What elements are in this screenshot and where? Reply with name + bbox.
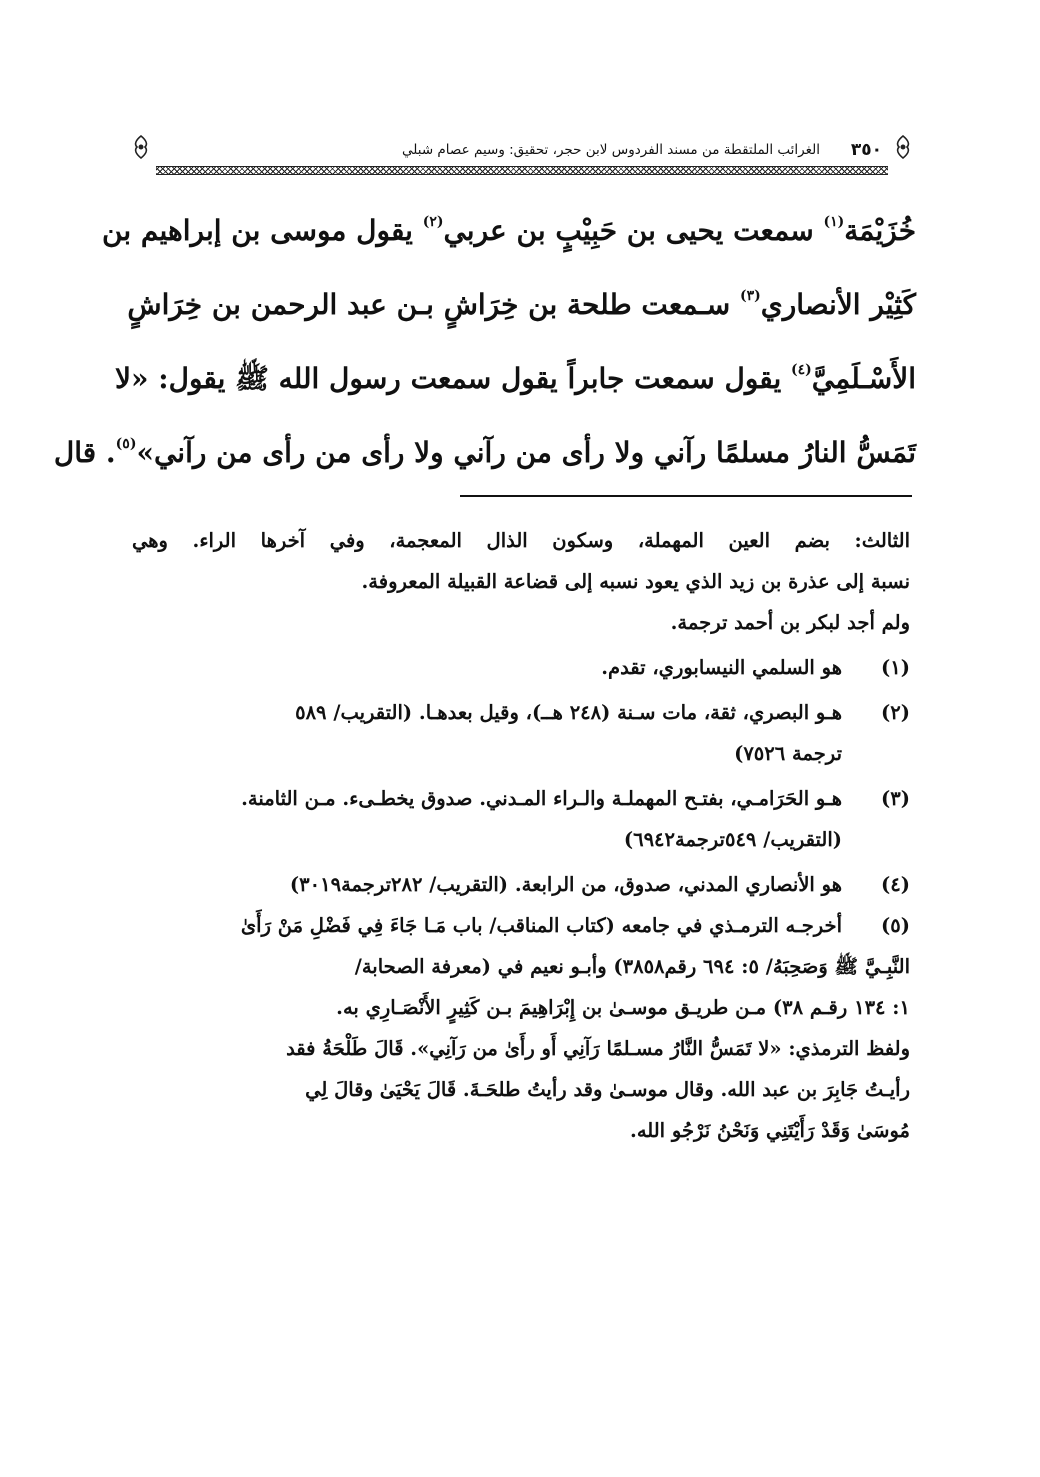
- main-line-3: [115, 342, 916, 416]
- footnote-1: [132, 647, 910, 688]
- footnote-ref[interactable]: (٣): [740, 288, 761, 304]
- floral-ornament-icon: [890, 134, 916, 160]
- main-text: [53, 194, 916, 490]
- main-text-segment: سمعت يحيى بن حَبِيْبٍ بن عربي: [443, 214, 824, 247]
- footnote-ref[interactable]: (٤): [791, 362, 812, 378]
- main-text-segment: خُزَيْمَة: [844, 214, 916, 247]
- main-text-segment: يقول سمعت جابراً يقول سمعت رسول الله ﷺ يقول: «لا: [115, 362, 791, 395]
- main-line-4: [53, 416, 916, 490]
- footnote-separator: [460, 495, 912, 497]
- footnote-5-continuation: ولفظ الترمذي: «لا تَمَسُّ النَّارُ مسـلمًا رَآنِي أَو رأَىٰ من رَآنِي». قَالَ طَلْحَةُ فقد: [286, 1037, 910, 1060]
- footnote-3-continuation: (التقريب/ ٥٤٩ترجمة٦٩٤٢): [623, 828, 842, 851]
- footnote-text: هـو البصري، ثقة، مات سـنة (٢٤٨ هــ)، وقيل بعدهـا. (التقريب/ ٥٨٩: [295, 701, 842, 724]
- footnote-text: هو السلمي النيسابوري، تقدم.: [601, 656, 842, 679]
- footnote-5-continuation: النَّبِـيَّ ﷺ وَصَحِبَهُ/ ٥: ٦٩٤ رقم٣٨٥٨) وأبـو نعيم في (معرفة الصحابة/: [354, 955, 910, 978]
- main-text-segment: سـمعت طلحة بن خِرَاشٍ بـن عبد الرحمن بن خِرَاشٍ: [127, 288, 740, 321]
- footnote-intro-line: الثالث: بضم العين المهملة، وسكون الذال المعجمة، وفي آخرها الراء. وهي: [132, 529, 910, 552]
- footnote-number: (٢): [881, 701, 910, 724]
- main-text-segment: . قال: [53, 436, 116, 469]
- footnote-text: هو الأنصاري المدني، صدوق، من الرابعة. (التقريب/ ٢٨٢ترجمة٣٠١٩): [289, 873, 842, 896]
- main-text-segment: تَمَسُّ النارُ مسلمًا رآني ولا رأى من رآني ولا رأى من رأى من رآني»: [136, 436, 916, 469]
- main-text-segment: يقول موسى بن إبراهيم بن: [102, 214, 423, 247]
- footnote-2: [132, 692, 910, 733]
- footnote-number: (٣): [881, 787, 910, 810]
- footnote-5-continuation: رأيـتُ جَابِرَ بن عبد الله. وقال موسـىٰ وقد رأيتُ طلحَـةَ. قَالَ يَحْيَىٰ وقالَ لِي: [305, 1078, 910, 1101]
- running-header: [128, 130, 916, 176]
- footnote-4: [132, 864, 910, 905]
- footnote-intro-line: نسبة إلى عذرة بن زيد الذي يعود نسبه إلى قضاعة القبيلة المعروفة.: [361, 570, 910, 593]
- footnotes: [132, 520, 910, 1151]
- header-rule: [156, 166, 888, 175]
- footnote-2-continuation: ترجمة ٧٥٢٦): [734, 742, 842, 765]
- main-line-2: [127, 268, 916, 342]
- main-text-segment: الأَسْـلَمِيَّ: [811, 362, 916, 395]
- footnote-intro-line: ولم أجد لبكر بن أحمد ترجمة.: [670, 611, 910, 634]
- footnote-text: أخرجـه الترمـذي في جامعه (كتاب المناقب/ باب مَـا جَاءَ فِي فَضْلِ مَنْ رَأَىٰ: [240, 914, 842, 937]
- floral-ornament-icon: [128, 134, 154, 160]
- footnote-text: هـو الحَرَامـي، بفتـح المهملـة والـراء المـدني. صدوق يخطـىء. مـن الثامنة.: [241, 787, 842, 810]
- footnote-number: (١): [881, 656, 910, 679]
- footnote-5-continuation: ١: ١٣٤ رقـم ٣٨) مـن طريـق موسـىٰ بن إِبْرَاهِيمَ بـن كَثِيرٍ الأَنْصَـارِي به.: [336, 996, 910, 1019]
- footnote-3: [132, 778, 910, 819]
- main-line-1: [102, 194, 916, 268]
- footnote-number: (٥): [881, 914, 910, 937]
- footnote-number: (٤): [881, 873, 910, 896]
- running-title: الغرائب الملتقطة من مسند الفردوس لابن حجر، تحقيق: وسيم عصام شبلي: [402, 142, 820, 158]
- footnote-5-continuation: مُوسَىٰ وَقَدْ رَأَيْتَنِي وَنَحْنُ نَرْجُو الله.: [630, 1119, 910, 1142]
- main-text-segment: كَثِيْر الأنصاري: [760, 288, 916, 321]
- footnote-ref[interactable]: (٢): [422, 214, 444, 230]
- page-number: ٣٥٠: [850, 140, 882, 160]
- footnote-ref[interactable]: (٥): [115, 436, 137, 452]
- footnote-ref[interactable]: (١): [823, 214, 845, 230]
- footnote-5: [132, 905, 910, 946]
